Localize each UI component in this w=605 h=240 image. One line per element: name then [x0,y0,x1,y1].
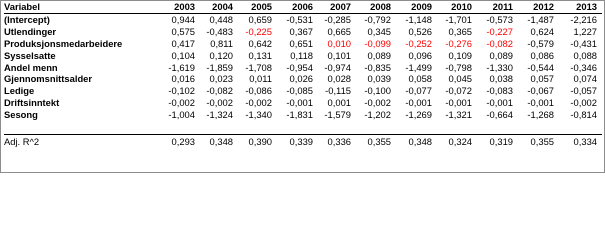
table-row [4,38,602,50]
header-variable: Variabel [4,1,154,13]
coefficient-cell: -0,835 [364,61,391,73]
row-label: Gjennomsnittsalder [4,73,93,85]
separator-cell [559,121,602,135]
separator-cell [518,121,559,135]
coefficient-cell: 0,367 [289,25,313,37]
coefficient-cell: -1,487 [527,13,554,25]
coefficient-cell: 0,104 [171,49,195,61]
coefficient-cell: -0,002 [168,97,195,109]
coefficient-cell: -0,085 [286,85,313,97]
coefficient-cell: -1,202 [364,109,391,121]
table-row [4,26,602,38]
coefficient-cell: -1,330 [486,61,513,73]
coefficient-cell: 0,089 [489,49,513,61]
table-row [4,85,602,97]
row-label: Utlendinger [4,25,57,37]
header-year: 2010 [437,1,477,13]
header-year: 2011 [477,1,518,13]
coefficient-cell: -0,531 [286,13,313,25]
header-year: 2012 [518,1,559,13]
table-row [4,73,602,85]
adj-r2-cell: 0,324 [448,136,472,148]
coefficient-cell: 0,058 [408,73,432,85]
separator-cell [238,121,277,135]
coefficient-cell: 0,417 [171,37,195,49]
table-row [4,109,602,121]
row-label: Sesong [4,109,38,121]
coefficient-cell: 0,365 [448,25,472,37]
coefficient-cell: 0,944 [171,13,195,25]
coefficient-cell: -0,573 [486,13,513,25]
coefficient-cell: -1,859 [206,61,233,73]
coefficient-cell: 0,665 [327,25,351,37]
header-year: 2005 [238,1,277,13]
coefficient-cell: -0,115 [325,85,351,97]
separator-cell [318,121,356,135]
coefficient-cell: -0,001 [527,97,554,109]
coefficient-cell: -0,099 [364,37,391,49]
coefficient-cell: -0,001 [405,97,432,109]
separator-cell [356,121,396,135]
coefficient-cell: 1,227 [573,25,597,37]
coefficient-cell: -1,499 [405,61,432,73]
adj-r2-cell: 0,355 [367,136,391,148]
table-row [4,62,602,74]
coefficient-cell: -0,252 [405,37,432,49]
coefficient-cell: -0,100 [364,85,391,97]
coefficient-cell: 0,010 [327,37,351,49]
coefficient-cell: 0,045 [448,73,472,85]
coefficient-cell: -0,483 [206,25,233,37]
coefficient-cell: -0,285 [324,13,351,25]
coefficient-cell: -1,324 [206,109,233,121]
separator-cell [277,121,318,135]
table-body [4,13,602,149]
coefficient-cell: -0,057 [570,85,597,97]
coefficient-cell: -2,216 [570,13,597,25]
coefficient-cell: 0,028 [327,73,351,85]
regression-coefficients-table [4,1,602,149]
coefficient-cell: -1,148 [405,13,432,25]
coefficient-cell: -1,269 [405,109,432,121]
row-label: Sysselsatte [4,49,56,61]
coefficient-cell: 0,023 [209,73,233,85]
coefficient-cell: 0,086 [530,49,554,61]
adj-r2-cell: 0,348 [408,136,432,148]
coefficient-cell: -0,102 [168,85,195,97]
coefficient-cell: 0,096 [408,49,432,61]
table-row [4,97,602,109]
separator-cell [396,121,437,135]
coefficient-cell: -1,579 [324,109,351,121]
coefficient-cell: -0,225 [245,25,272,37]
adj-r2-cell: 0,339 [289,136,313,148]
coefficient-cell: -0,974 [324,61,351,73]
coefficient-cell: -1,619 [168,61,195,73]
coefficient-cell: 0,001 [327,97,351,109]
coefficient-cell: -0,346 [570,61,597,73]
coefficient-cell: -0,002 [570,97,597,109]
row-label: Produksjonsmedarbeidere [4,37,123,49]
coefficient-cell: -1,708 [245,61,272,73]
coefficient-cell: -0,001 [445,97,472,109]
header-year: 2006 [277,1,318,13]
header-year: 2004 [200,1,238,13]
table-row [4,50,602,62]
coefficient-cell: -0,954 [286,61,313,73]
coefficient-cell: 0,811 [210,37,233,49]
adj-r2-cell: 0,390 [248,136,272,148]
header-year: 2009 [396,1,437,13]
coefficient-cell: 0,088 [573,49,597,61]
separator-row [4,121,602,135]
coefficient-cell: 0,345 [367,25,391,37]
coefficient-cell: 0,109 [448,49,472,61]
coefficient-cell: 0,101 [327,49,351,61]
coefficient-cell: -1,831 [286,109,313,121]
coefficient-cell: -0,814 [570,109,597,121]
header-year: 2007 [318,1,356,13]
separator-cell [437,121,477,135]
adj-r2-cell: 0,334 [573,136,597,148]
coefficient-cell: -1,701 [445,13,472,25]
coefficient-cell: 0,057 [530,73,554,85]
header-year: 2008 [356,1,396,13]
adj-r2-row [4,135,602,150]
coefficient-cell: -0,276 [445,37,472,49]
coefficient-cell: 0,089 [367,49,391,61]
coefficient-cell: 0,026 [289,73,313,85]
coefficient-cell: 0,526 [408,25,432,37]
coefficient-cell: -1,004 [168,109,195,121]
table-row [4,13,602,25]
adj-r2-label: Adj. R^2 [4,136,40,148]
coefficient-cell: 0,120 [209,49,233,61]
coefficient-cell: 0,642 [248,37,272,49]
coefficient-cell: 0,651 [289,37,313,49]
coefficient-cell: 0,038 [489,73,513,85]
coefficient-cell: -0,083 [486,85,513,97]
coefficient-cell: -0,086 [245,85,272,97]
coefficient-cell: -0,001 [486,97,513,109]
coefficient-cell: -1,268 [527,109,554,121]
row-label: Andel menn [4,61,58,73]
adj-r2-cell: 0,348 [209,136,233,148]
coefficient-cell: -0,072 [445,85,472,97]
coefficient-cell: 0,118 [290,49,313,61]
row-label: (Intercept) [4,13,50,25]
coefficient-cell: 0,575 [171,25,195,37]
separator-cell [4,121,154,135]
coefficient-cell: 0,074 [573,73,597,85]
coefficient-cell: -0,082 [486,37,513,49]
separator-cell [200,121,238,135]
coefficient-cell: -0,002 [245,97,272,109]
coefficient-cell: -0,798 [445,61,472,73]
coefficient-cell: -0,792 [364,13,391,25]
header-year: 2013 [559,1,602,13]
header-year: 2003 [154,1,200,13]
coefficient-cell: -0,067 [527,85,554,97]
row-label: Ledige [4,85,35,97]
coefficient-cell: -1,340 [245,109,272,121]
coefficient-cell: -0,082 [206,85,233,97]
separator-cell [477,121,518,135]
coefficient-cell: -0,002 [206,97,233,109]
row-label: Driftsinntekt [4,97,60,109]
coefficient-cell: 0,624 [530,25,554,37]
coefficient-cell: 0,016 [171,73,195,85]
coefficient-cell: -1,321 [445,109,472,121]
coefficient-cell: 0,131 [248,49,272,61]
coefficient-cell: -0,001 [286,97,313,109]
coefficient-cell: 0,011 [249,73,272,85]
adj-r2-cell: 0,293 [171,136,195,148]
coefficient-cell: -0,077 [405,85,432,97]
coefficient-cell: -0,544 [527,61,554,73]
separator-cell [154,121,200,135]
coefficient-cell: 0,448 [209,13,233,25]
coefficient-cell: -0,579 [527,37,554,49]
coefficient-cell: -0,664 [486,109,513,121]
coefficient-cell: -0,002 [364,97,391,109]
adj-r2-cell: 0,319 [489,136,513,148]
adj-r2-cell: 0,336 [327,136,351,148]
coefficient-cell: 0,659 [248,13,272,25]
coefficient-cell: 0,039 [367,73,391,85]
coefficient-cell: -0,431 [570,37,597,49]
adj-r2-cell: 0,355 [530,136,554,148]
coefficient-cell: -0,227 [486,25,513,37]
header-row [4,1,602,13]
